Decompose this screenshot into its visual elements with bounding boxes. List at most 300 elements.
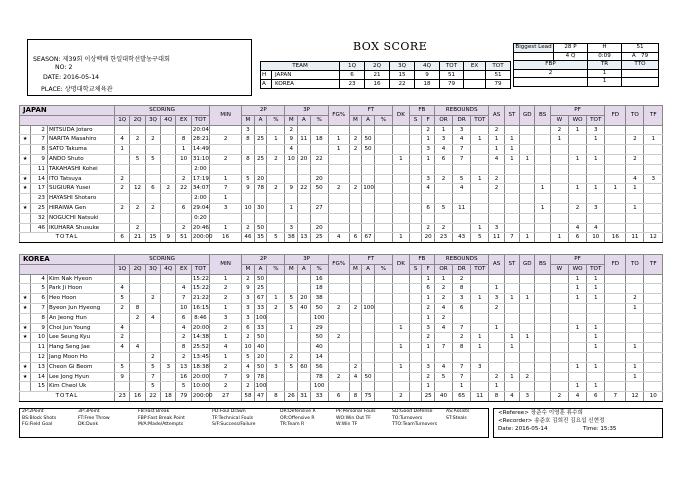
stat-cell — [605, 372, 626, 382]
stat-cell — [471, 372, 489, 382]
stat-cell: 1 — [422, 343, 435, 353]
stat-cell — [328, 313, 349, 323]
stat-cell — [349, 164, 362, 174]
sub-header: M — [285, 115, 298, 125]
stat-cell — [374, 343, 392, 353]
sub-header: A — [362, 115, 375, 125]
stat-cell — [349, 313, 362, 323]
stat-cell: 1 — [504, 135, 519, 145]
stat-cell — [349, 125, 362, 135]
stat-cell: 1 — [453, 382, 471, 392]
stat-cell: 1 — [393, 362, 410, 372]
stat-cell — [349, 294, 362, 304]
stat-cell: 3 — [242, 125, 255, 135]
group-header: MIN — [210, 106, 242, 126]
stat-cell — [520, 164, 535, 174]
stat-cell: 3 — [422, 174, 435, 184]
starter-mark — [20, 343, 31, 353]
stat-cell — [520, 284, 535, 294]
stat-cell: 50 — [362, 135, 375, 145]
stat-cell: 100 — [362, 303, 375, 313]
stat-cell — [535, 303, 550, 313]
stat-cell — [644, 333, 663, 343]
stat-cell — [434, 194, 452, 204]
stat-cell: 1 — [587, 323, 605, 333]
stat-cell: 7 — [453, 323, 471, 333]
player-row — [20, 323, 663, 333]
stat-cell — [409, 145, 422, 155]
stat-cell: 100 — [362, 184, 375, 194]
stat-cell — [569, 135, 587, 145]
stat-cell — [285, 174, 298, 184]
stat-cell: 1 — [569, 154, 587, 164]
player-number: 9 — [31, 154, 48, 164]
stat-cell — [409, 223, 422, 233]
stat-cell — [605, 164, 626, 174]
stat-cell: 1 — [587, 135, 605, 145]
stat-cell — [489, 274, 504, 284]
stat-cell: 2 — [626, 154, 644, 164]
recorder-line: <Recorder> 송준호 김희진 김요섭 신현정 — [498, 418, 605, 424]
stat-cell: 1 — [569, 184, 587, 194]
player-name: NOGUCHI Natsuki — [47, 213, 114, 223]
stat-cell — [267, 145, 285, 155]
stat-cell: 2 — [328, 333, 349, 343]
quarter-row-away: A KOREA 23 16 22 18 79 79 — [261, 80, 511, 89]
stat-cell — [489, 362, 504, 372]
stat-cell: 11 — [298, 135, 311, 145]
stat-cell — [422, 164, 435, 174]
stat-cell — [626, 382, 644, 392]
stat-cell — [374, 274, 392, 284]
total-cell: 16 — [130, 392, 145, 402]
total-cell: 1 — [520, 233, 535, 243]
stat-cell — [504, 284, 519, 294]
stat-cell: 1 — [587, 382, 605, 392]
total-cell: 35 — [254, 233, 267, 243]
stat-cell — [267, 125, 285, 135]
stat-cell — [520, 125, 535, 135]
sub-header: TOT — [191, 115, 209, 125]
total-cell: 65 — [453, 392, 471, 402]
stat-cell — [161, 174, 176, 184]
total-cell: 16 — [605, 233, 626, 243]
stat-cell — [176, 194, 191, 204]
total-label: TOTAL — [20, 233, 115, 243]
stat-cell — [393, 184, 410, 194]
total-cell — [409, 233, 422, 243]
stat-cell — [605, 333, 626, 343]
player-row — [20, 213, 663, 223]
stat-cell: 1 — [489, 145, 504, 155]
stat-cell: 2 — [176, 174, 191, 184]
stat-cell — [504, 303, 519, 313]
group-header: AS — [489, 106, 504, 126]
stat-cell — [409, 274, 422, 284]
stat-cell — [310, 164, 328, 174]
player-number: 10 — [31, 333, 48, 343]
group-header: TF — [644, 255, 663, 275]
stat-cell: 2 — [267, 184, 285, 194]
total-cell: 8 — [267, 392, 285, 402]
stat-cell: 14:38 — [191, 333, 209, 343]
player-row — [20, 352, 663, 362]
player-row — [20, 333, 663, 343]
total-cell: 6 — [115, 233, 130, 243]
stat-cell — [349, 382, 362, 392]
stat-cell — [644, 145, 663, 155]
stat-cell: 7 — [453, 154, 471, 164]
stat-cell: 8 — [242, 135, 255, 145]
stat-cell: 1 — [587, 154, 605, 164]
stat-cell — [409, 203, 422, 213]
stat-cell — [115, 223, 130, 233]
stat-cell — [535, 213, 550, 223]
stat-cell — [471, 323, 489, 333]
stat-cell — [362, 223, 375, 233]
total-cell: 5 — [267, 233, 285, 243]
sub-header: A — [254, 264, 267, 274]
stat-cell — [550, 184, 568, 194]
stat-cell — [535, 125, 550, 135]
stat-cell: 8 — [242, 154, 255, 164]
stat-cell — [605, 125, 626, 135]
sub-header: OR — [434, 264, 452, 274]
group-header: TF — [644, 106, 663, 126]
stat-cell: 5 — [242, 352, 255, 362]
stat-cell: 3 — [489, 223, 504, 233]
stat-cell — [267, 352, 285, 362]
total-cell: 2 — [550, 392, 568, 402]
stat-cell: 7 — [145, 372, 160, 382]
sub-header: A — [362, 264, 375, 274]
stat-cell — [422, 352, 435, 362]
stat-cell — [374, 184, 392, 194]
stat-cell: 25 — [254, 284, 267, 294]
stat-cell: 15:22 — [191, 274, 209, 284]
stat-cell — [362, 333, 375, 343]
stat-cell: 4 — [434, 303, 452, 313]
starter-mark: ★ — [20, 362, 31, 372]
stat-cell — [242, 213, 255, 223]
stat-cell — [605, 223, 626, 233]
stat-cell — [504, 125, 519, 135]
stat-cell — [267, 323, 285, 333]
stat-cell: 2 — [115, 203, 130, 213]
stat-cell — [409, 333, 422, 343]
stat-cell: 3 — [489, 294, 504, 304]
stat-cell — [145, 323, 160, 333]
stat-cell — [374, 203, 392, 213]
stat-cell: 2 — [422, 372, 435, 382]
player-number: 5 — [31, 284, 48, 294]
stat-cell: 1 — [210, 352, 242, 362]
stat-cell — [254, 213, 267, 223]
stat-cell: 8 — [176, 135, 191, 145]
stat-cell — [535, 194, 550, 204]
stat-cell — [328, 343, 349, 353]
stat-cell — [569, 145, 587, 155]
stat-cell — [550, 294, 568, 304]
sub-header: 2Q — [130, 115, 145, 125]
stat-cell — [298, 145, 311, 155]
legend-item: 2P:2Point — [22, 409, 44, 414]
stat-cell — [550, 323, 568, 333]
stat-cell: 4 — [115, 284, 130, 294]
group-header: BS — [535, 106, 550, 126]
stat-cell: 3 — [453, 294, 471, 304]
total-cell: 23 — [434, 233, 452, 243]
stat-header-row-groups — [20, 255, 663, 265]
stat-cell — [298, 274, 311, 284]
stat-cell — [644, 303, 663, 313]
stat-cell: 1 — [626, 372, 644, 382]
stat-cell — [310, 145, 328, 155]
stat-cell — [362, 323, 375, 333]
stat-cell — [130, 323, 145, 333]
group-header: FT — [349, 255, 392, 265]
stat-cell: 1 — [550, 135, 568, 145]
total-cell: 25 — [310, 233, 328, 243]
stat-cell — [145, 194, 160, 204]
stat-cell — [605, 382, 626, 392]
player-row — [20, 313, 663, 323]
stat-cell — [161, 303, 176, 313]
stat-cell — [285, 284, 298, 294]
sub-header: % — [374, 264, 392, 274]
stat-cell — [328, 294, 349, 304]
stat-cell: 20 — [298, 154, 311, 164]
stat-cell: 2 — [210, 135, 242, 145]
total-cell: 13 — [298, 233, 311, 243]
sub-header: A — [298, 264, 311, 274]
total-cell: 9 — [161, 233, 176, 243]
sub-header: EX — [176, 115, 191, 125]
total-cell: 4 — [328, 233, 349, 243]
stat-cell — [393, 164, 410, 174]
stat-cell: 2 — [176, 333, 191, 343]
group-header: FB — [409, 255, 434, 265]
stat-cell — [130, 362, 145, 372]
lead-row-5: 1 — [514, 78, 659, 87]
stat-cell — [393, 174, 410, 184]
group-header: 3P — [285, 106, 328, 116]
stat-cell: 5 — [115, 294, 130, 304]
sub-header: TOT — [471, 264, 489, 274]
stat-cell — [349, 274, 362, 284]
stat-cell: 12 — [130, 184, 145, 194]
stat-cell: 1 — [626, 184, 644, 194]
japan-stat-table — [19, 105, 663, 243]
stat-cell: 1 — [393, 154, 410, 164]
sub-header: M — [349, 115, 362, 125]
stat-cell — [393, 382, 410, 392]
stat-cell: 2 — [422, 125, 435, 135]
group-header: REBOUNDS — [434, 106, 489, 116]
stat-cell: 18 — [310, 284, 328, 294]
sub-header: EX — [176, 264, 191, 274]
stat-cell: 4 — [569, 223, 587, 233]
player-row — [20, 372, 663, 382]
stat-cell — [550, 382, 568, 392]
stat-cell — [393, 125, 410, 135]
stat-cell — [504, 203, 519, 213]
stat-cell: 1 — [587, 343, 605, 353]
stat-cell: 78 — [254, 372, 267, 382]
stat-cell: 16:15 — [191, 303, 209, 313]
total-cell: 58 — [242, 392, 255, 402]
stat-cell — [489, 313, 504, 323]
stat-cell: 18 — [310, 135, 328, 145]
stat-cell — [605, 213, 626, 223]
stat-cell — [504, 352, 519, 362]
stat-cell — [362, 362, 375, 372]
stat-cell — [605, 323, 626, 333]
stat-cell — [285, 164, 298, 174]
group-header: ST — [504, 255, 519, 275]
player-name: Kim Cheol Uk — [47, 382, 114, 392]
total-cell: 4 — [569, 392, 587, 402]
stat-cell: 0:20 — [191, 213, 209, 223]
group-header: FG% — [328, 106, 349, 126]
stat-cell — [587, 352, 605, 362]
stat-cell — [434, 213, 452, 223]
stat-cell — [267, 174, 285, 184]
stat-cell: 7 — [434, 343, 452, 353]
stat-cell: 2 — [176, 223, 191, 233]
stat-cell: 1 — [393, 343, 410, 353]
stat-cell: 6 — [242, 323, 255, 333]
stat-cell — [115, 274, 130, 284]
stat-cell — [374, 372, 392, 382]
player-name: NARITA Masahiro — [47, 135, 114, 145]
stat-cell — [535, 223, 550, 233]
stat-cell — [285, 313, 298, 323]
stat-cell — [409, 284, 422, 294]
total-cell: 40 — [434, 392, 452, 402]
stat-cell — [328, 213, 349, 223]
stat-cell: 2 — [349, 303, 362, 313]
stat-cell — [161, 194, 176, 204]
stat-cell: 10 — [242, 203, 255, 213]
stat-cell: 1 — [285, 323, 298, 333]
stat-cell — [550, 154, 568, 164]
game-place: PLACE: 상명대학교체육관 — [41, 86, 113, 93]
stat-cell: 2 — [210, 294, 242, 304]
stat-cell: 3 — [242, 294, 255, 304]
stat-cell: 6 — [434, 154, 452, 164]
lead-row-4: 2 1 — [514, 69, 659, 78]
sub-header: W — [550, 264, 568, 274]
stat-cell: 9 — [285, 184, 298, 194]
stat-cell — [587, 174, 605, 184]
sub-header: WO — [569, 264, 587, 274]
stat-cell — [254, 125, 267, 135]
stat-cell — [605, 313, 626, 323]
stat-cell — [626, 284, 644, 294]
sub-header: 4Q — [161, 264, 176, 274]
stat-cell — [267, 372, 285, 382]
stat-cell — [550, 362, 568, 372]
stat-cell: 1 — [489, 284, 504, 294]
stat-cell — [349, 323, 362, 333]
stat-cell: 10 — [285, 154, 298, 164]
stat-cell — [285, 213, 298, 223]
player-number: 13 — [31, 362, 48, 372]
sub-header: F — [422, 115, 435, 125]
player-name: Byeon Jun Hyeong — [47, 303, 114, 313]
stat-cell — [130, 274, 145, 284]
stat-cell: 50 — [254, 333, 267, 343]
total-cell: 46 — [242, 233, 255, 243]
stat-cell: 2 — [422, 223, 435, 233]
stat-cell: 100 — [310, 313, 328, 323]
player-number: 9 — [31, 323, 48, 333]
stat-cell — [504, 184, 519, 194]
stat-cell: 3 — [453, 125, 471, 135]
stat-cell: 20:46 — [191, 223, 209, 233]
group-header: GD — [520, 106, 535, 126]
stat-cell — [471, 352, 489, 362]
stat-cell: 1 — [520, 333, 535, 343]
stat-cell — [298, 343, 311, 353]
stat-cell: 2 — [489, 174, 504, 184]
stat-cell: 4 — [626, 174, 644, 184]
stat-cell: 3 — [422, 362, 435, 372]
sub-header: TOT — [587, 264, 605, 274]
stat-cell — [285, 333, 298, 343]
stat-cell — [626, 194, 644, 204]
stat-cell — [471, 303, 489, 313]
stat-cell — [115, 352, 130, 362]
stat-cell: 2 — [349, 135, 362, 145]
stat-cell: 1 — [587, 284, 605, 294]
stat-cell — [504, 323, 519, 333]
stat-cell: 6 — [145, 184, 160, 194]
total-cell: 12 — [644, 233, 663, 243]
stat-cell — [349, 194, 362, 204]
legend-item: PF:Personal Fouls — [336, 409, 376, 414]
stat-cell — [550, 313, 568, 323]
stat-cell: 2 — [210, 154, 242, 164]
stat-cell: 3 — [422, 145, 435, 155]
stat-cell: 2 — [267, 303, 285, 313]
stat-cell: 1 — [587, 333, 605, 343]
stat-cell — [374, 145, 392, 155]
legend-item: FG:Field Goal — [22, 422, 53, 428]
group-header: 3P — [285, 255, 328, 265]
stat-cell: 2 — [489, 184, 504, 194]
stat-cell: 1 — [422, 274, 435, 284]
stat-cell: 2 — [550, 125, 568, 135]
player-name: Jang Moon Ho — [47, 352, 114, 362]
group-header: PF — [550, 255, 605, 265]
group-header: BS — [535, 255, 550, 275]
stat-cell: 100 — [254, 313, 267, 323]
stat-cell: 1 — [267, 135, 285, 145]
stat-cell — [374, 223, 392, 233]
stat-cell — [453, 313, 471, 323]
stat-cell — [362, 343, 375, 353]
stat-cell: 14:49 — [191, 145, 209, 155]
stat-cell — [550, 223, 568, 233]
stat-cell: 3 — [471, 362, 489, 372]
legend-item: 3P:3Point — [78, 409, 100, 414]
stat-cell — [409, 372, 422, 382]
footer-date: Date: 2016-05-14 — [498, 426, 548, 432]
stat-cell — [328, 174, 349, 184]
stat-cell — [434, 333, 452, 343]
